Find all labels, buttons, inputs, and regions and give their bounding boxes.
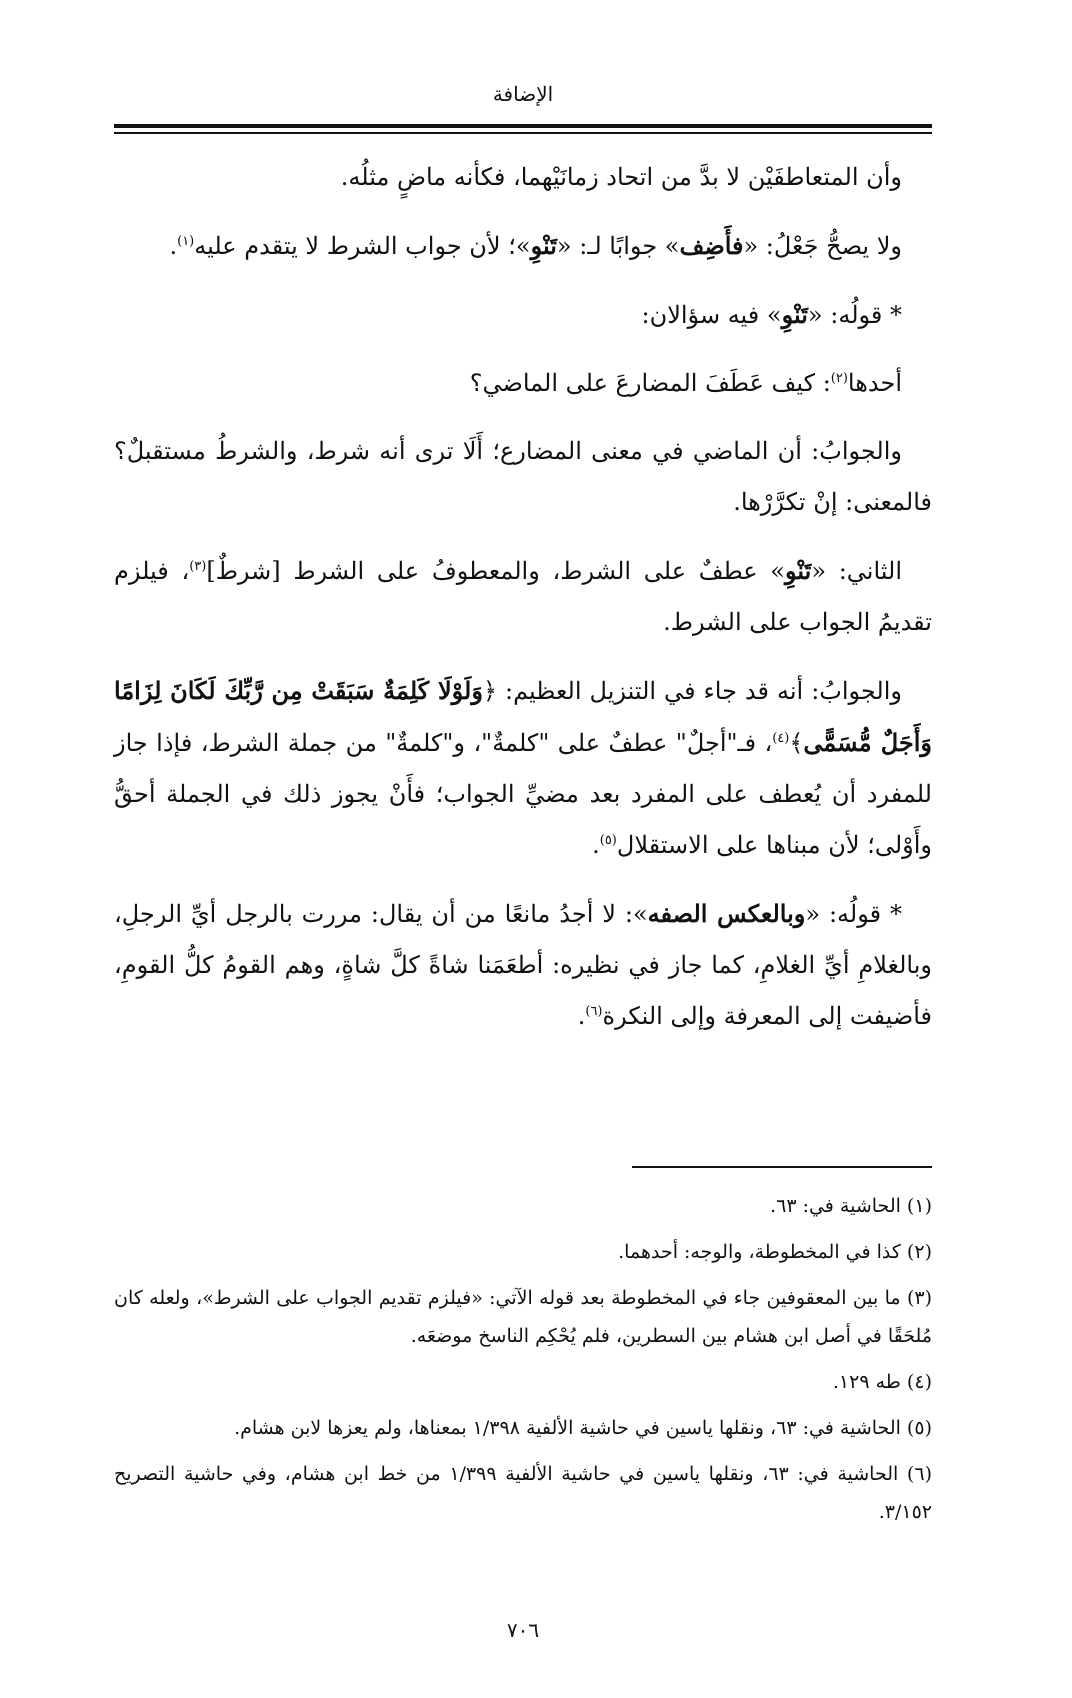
quran-verse: وَلَوْلَا كَلِمَةٌ سَبَقَتْ مِن رَّبِّكَ لَكَانَ لِزَامًا وَأَجَلٌ مُّسَمًّى — [114, 676, 932, 757]
quoted-term: تَنْوِ — [785, 556, 812, 585]
paragraph-8 — [114, 888, 932, 1042]
text-run: » جوابًا لـ: « — [556, 232, 680, 260]
quoted-term: تَنْوِ — [530, 231, 557, 260]
text-run: »: لا أجدُ مانعًا من أن يقال: مررت بالرجل أيِّ الرجلِ، وبالغلامِ أيِّ الغلامِ، كما جاز في نظيره: أطعَمَنا شاةً كلَّ شاةٍ، وهم القومُ كلُّ القومِ، فأضيفت إلى المعرفة وإلى النكرة — [114, 900, 932, 1030]
footnote-4: (٤) طه ١٢٩. — [832, 1371, 932, 1393]
text-run: » عطفٌ على الشرط، والمعطوفُ على الشرط [شرطٌ] — [206, 557, 785, 585]
text-run: والجوابُ: أنه قد جاء في التنزيل العظيم: ﴿ — [482, 677, 902, 705]
paragraph-5: والجوابُ: أن الماضي في معنى المضارع؛ أَلَا ترى أنه شرط، والشرطُ مستقبلٌ؟ فالمعنى: إنْ تكرَّرْها. — [114, 437, 932, 516]
footnotes — [114, 1187, 932, 1539]
page-number: ٧٠٦ — [506, 1618, 540, 1642]
footnote-1: (١) الحاشية في: ٦٣. — [770, 1195, 932, 1217]
paragraph-2 — [114, 220, 932, 272]
text-run: »؛ لأن جواب الشرط لا يتقدم عليه — [194, 232, 531, 260]
text-run: . — [577, 1002, 586, 1030]
text-run: ، فـ"أجلٌ" عطفٌ على "كلمةٌ"، و"كلمةٌ" من جملة الشرط، فإذا جاز للمفرد أن يُعطف على المفرد بعد مضيِّ الجواب؛ فأَنْ يجوز ذلك في الجملة أحقُّ وأَوْلى؛ لأن مبناها على الاستقلال — [114, 729, 932, 859]
text-run: أحدها — [847, 369, 902, 397]
text-run: ﴾ — [789, 729, 804, 757]
text-run: » فيه سؤالان: — [641, 301, 782, 329]
paragraph-6 — [114, 545, 932, 648]
footnote-3: (٣) ما بين المعقوفين جاء في المخطوطة بعد قوله الآتي: «فيلزم تقديم الجواب على الشرط»، ولعله كان مُلحَقًا في أصل ابن هشام بين السطرين، فلم يُحْكِم الناسخ موضعَه. — [114, 1287, 932, 1347]
footnote-ref[interactable]: (٣) — [189, 559, 207, 574]
footnote-ref[interactable]: (٥) — [599, 833, 617, 848]
footnote-ref[interactable]: (٦) — [585, 1004, 603, 1019]
paragraph-1: وأن المتعاطفَيْن لا بدَّ من اتحاد زمانَيْهما، فكأنه ماضٍ مثلُه. — [340, 163, 902, 191]
header-rule-thin — [114, 132, 932, 134]
main-text — [114, 152, 932, 1042]
quoted-term: تَنْوِ — [781, 300, 808, 329]
text-run: . — [592, 831, 600, 859]
quoted-term: وبالعكس الصفه — [647, 899, 806, 928]
footnote-ref[interactable]: (٤) — [772, 731, 790, 746]
footnote-separator — [632, 1166, 932, 1168]
text-run: : كيف عَطَفَ المضارعَ على الماضي؟ — [469, 369, 831, 397]
running-header: الإضافة — [492, 82, 554, 106]
text-run: . — [169, 232, 178, 260]
footnote-ref[interactable]: (٢) — [830, 371, 848, 386]
text-run: * قولُه: « — [805, 900, 903, 928]
text-run: الثاني: « — [811, 557, 903, 585]
footnote-6: (٦) الحاشية في: ٦٣، ونقلها ياسين في حاشية الألفية ١/٣٩٩ من خط ابن هشام، وفي حاشية التصريح ٣/١٥٢. — [114, 1463, 932, 1523]
text-run: * قولُه: « — [807, 301, 902, 329]
text-run: ولا يصحُّ جَعْلُ: « — [743, 232, 902, 260]
paragraph-7 — [114, 665, 932, 871]
footnote-5: (٥) الحاشية في: ٦٣، ونقلها ياسين في حاشية الألفية ١/٣٩٨ بمعناها، ولم يعزها لابن هشام. — [234, 1417, 932, 1439]
footnote-2: (٢) كذا في المخطوطة، والوجه: أحدهما. — [618, 1241, 932, 1263]
quoted-term: فأَضِف — [679, 231, 744, 260]
paragraph-4 — [114, 358, 932, 409]
text-run: ، فيلزم تقديمُ الجواب على الشرط. — [114, 557, 932, 636]
footnote-ref[interactable]: (١) — [177, 234, 195, 249]
header-rule-thick — [114, 124, 932, 128]
paragraph-3 — [114, 289, 932, 341]
